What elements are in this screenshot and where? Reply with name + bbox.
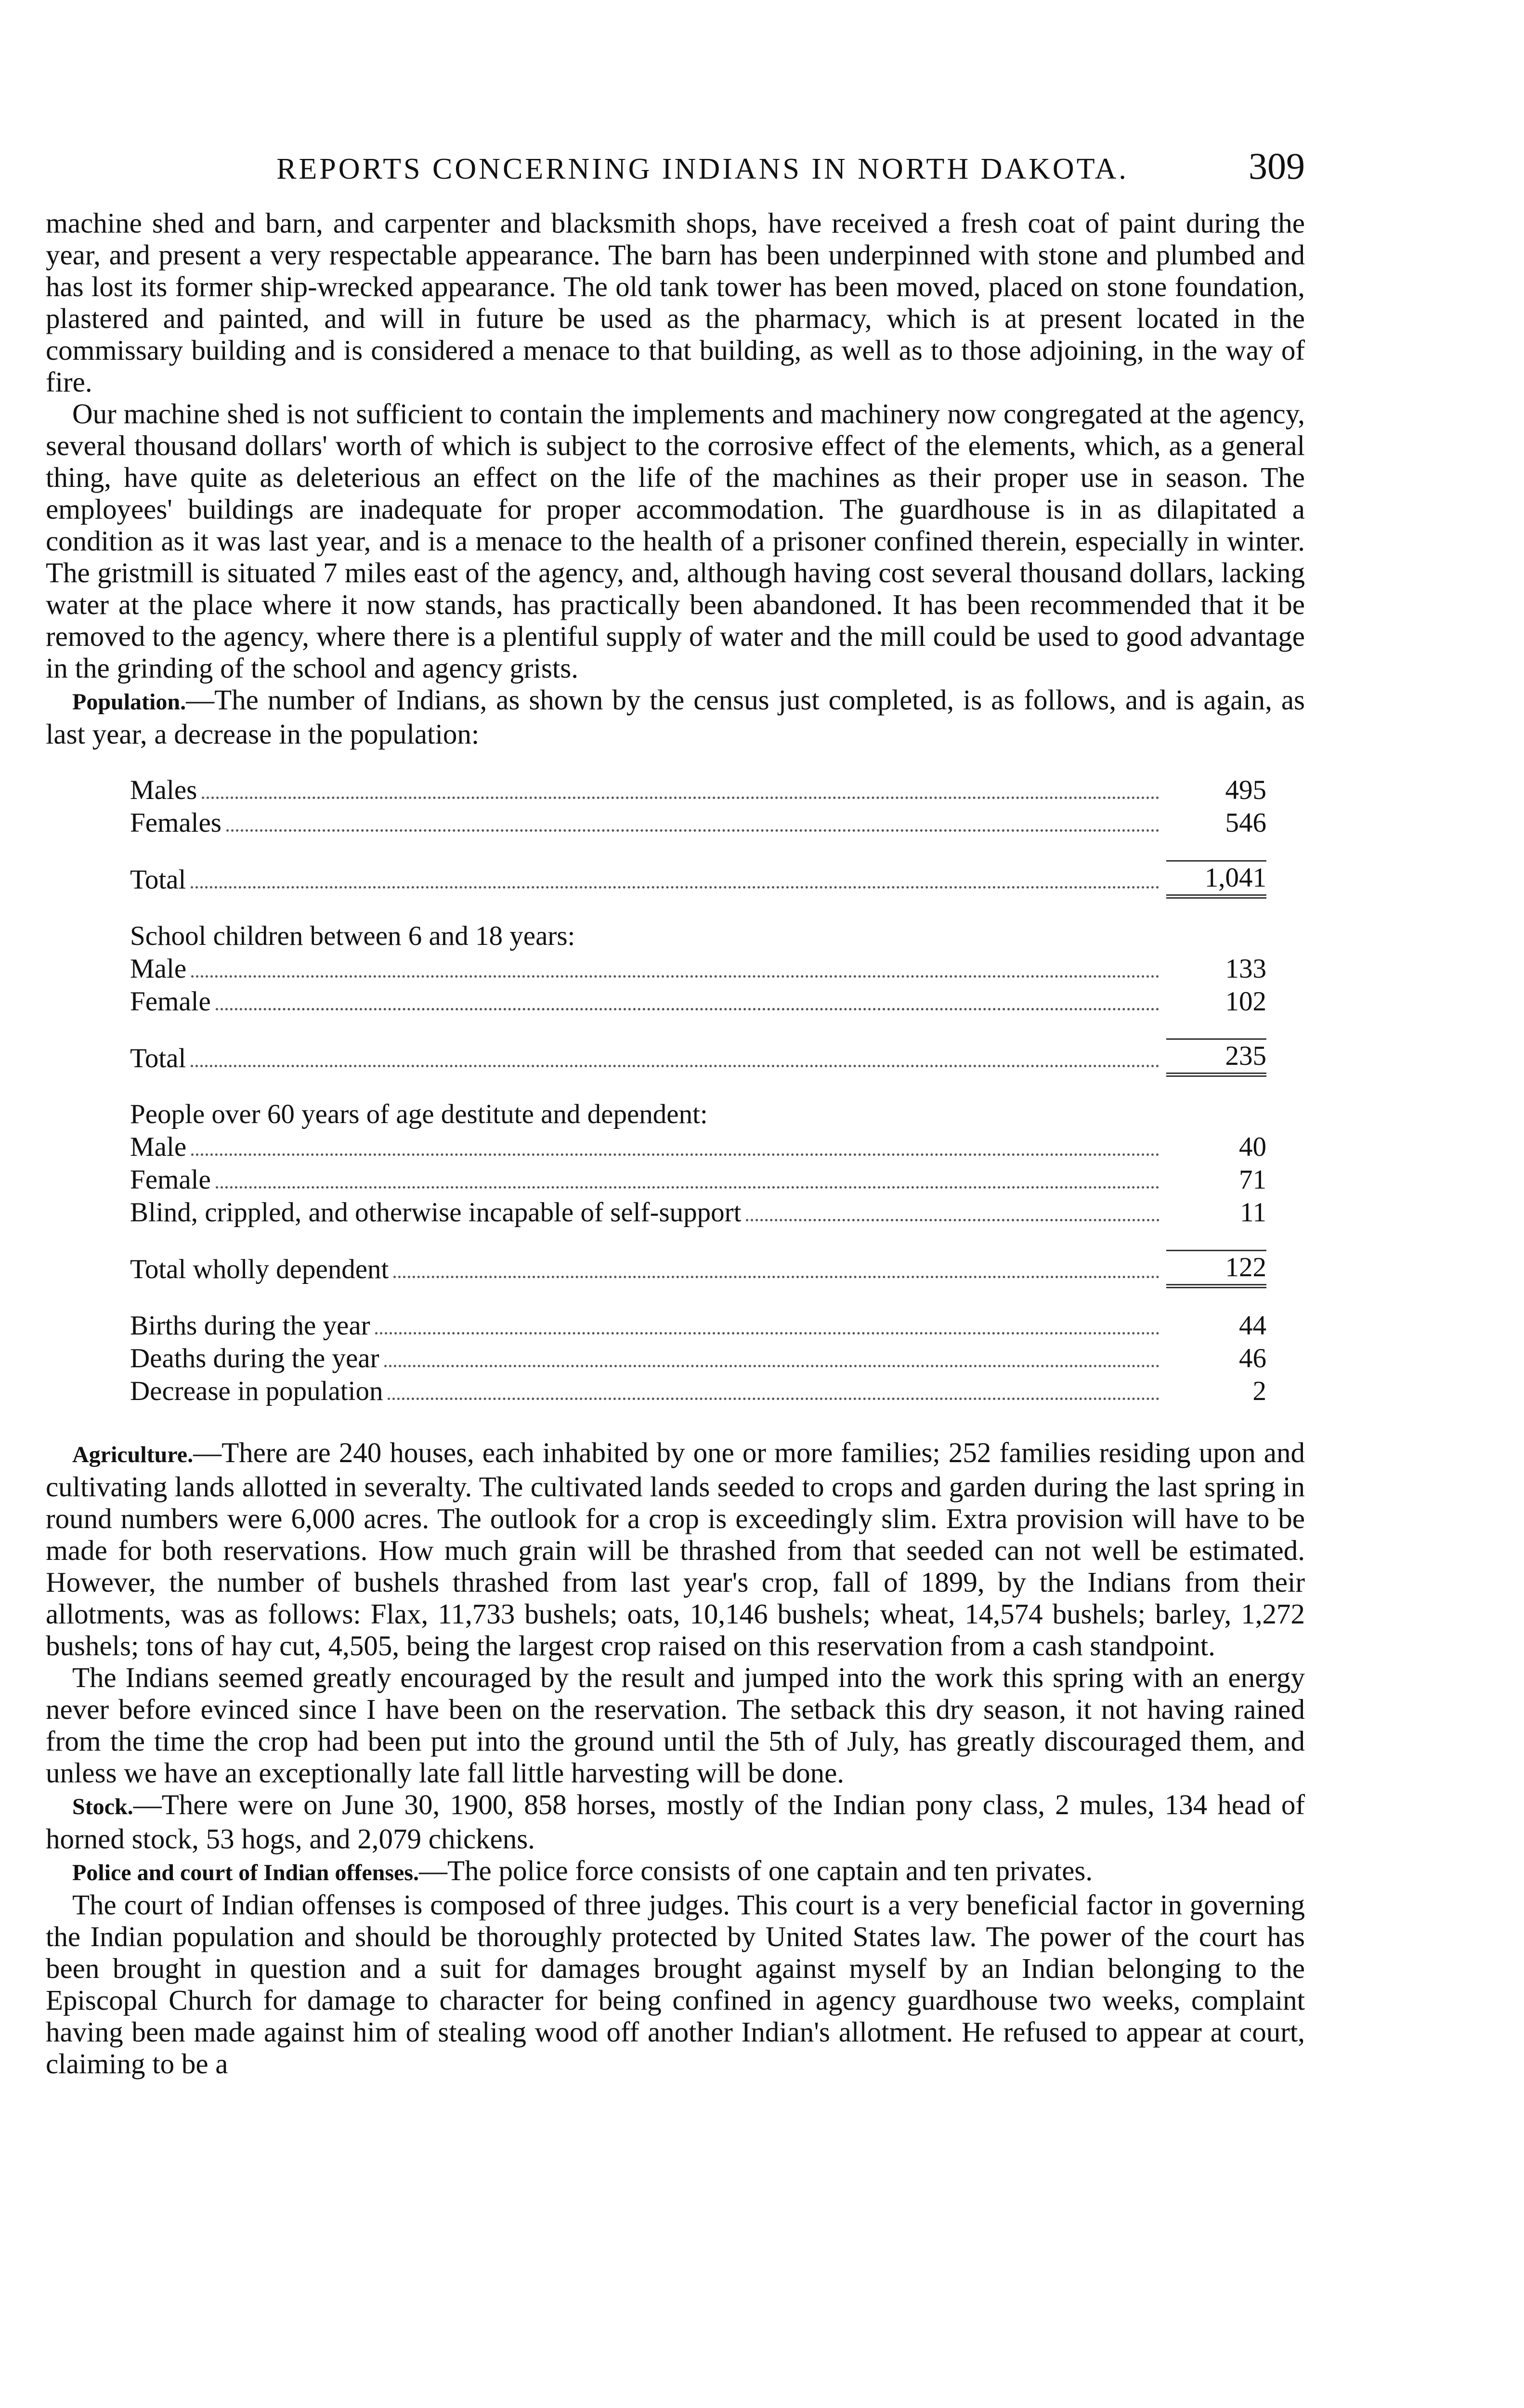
paragraph-court: The court of Indian offenses is composed of three judges. This court is a very beneficial factor in governing the Indian population and should be thoroughly protected by United States law. The power of the court has been brought in question and a suit for damages brought against myself by an Indian belonging to the Episcopal Church for damage to character for being confined in agency guardhouse two weeks, complaint having been made against him of stealing wood off another Indian's allotment. He refused to appear at court, claiming to be a	[46, 1888, 1305, 2080]
table-row	[130, 774, 1266, 807]
stock-text: —There were on June 30, 1900, 858 horses, mostly of the Indian pony class, 2 mules, 134 head of horned stock, 53 hogs, and 2,079 chickens.	[46, 1788, 1305, 1855]
blind-value: 11	[1240, 1197, 1266, 1228]
blind-label: Blind, crippled, and otherwise incapable of self-support	[130, 1197, 742, 1228]
births-label: Births during the year	[130, 1310, 370, 1341]
population-heading: Population.	[72, 689, 186, 715]
census-table	[130, 774, 1266, 1408]
aged-heading: People over 60 years of age destitute and dependent:	[130, 1099, 708, 1129]
table-row	[130, 1098, 1266, 1131]
agriculture-text: —There are 240 houses, each inhabited by one or more families; 252 families residing upon and cultivating lands allotted in severalty. The cultivated lands seeded to crops and garden during the last spring in round numbers were 6,000 acres. The outlook for a crop is exceedingly slim. Extra provision will have to be made for both reservations. How much grain will be thrashed from that seeded can not well be estimated. However, the number of bushels thrashed from last year's crop, fall of 1899, by the Indians from their allotments, was as follows: Flax, 11,733 bushels; oats, 10,146 bushels; wheat, 14,574 bushels; barley, 1,272 bushels; tons of hay cut, 4,505, being the largest crop raised on this reservation from a cash standpoint.	[46, 1436, 1305, 1662]
paragraph-police	[46, 1855, 1305, 1889]
paragraph-buildings: machine shed and barn, and carpenter and blacksmith shops, have received a fresh coat of paint during the year, and present a very respectable appearance. The barn has been underpinned with stone and plumbed and has lost its former ship-wrecked appearance. The old tank tower has been moved, placed on stone foundation, plastered and painted, and will in future be used as the pharmacy, which is at present located in the commissary building and is considered a menace to that building, as well as to those adjoining, in the way of fire.	[46, 207, 1305, 398]
deaths-value: 46	[1239, 1343, 1266, 1374]
police-heading: Police and court of Indian offenses.	[72, 1859, 419, 1885]
agriculture-heading: Agriculture.	[72, 1441, 194, 1467]
running-title: REPORTS CONCERNING INDIANS IN NORTH DAKOTA.	[276, 153, 1129, 185]
table-row	[130, 1342, 1266, 1375]
table-row	[130, 953, 1266, 985]
table-row	[130, 920, 1266, 953]
table-row	[130, 861, 1266, 896]
aged-male-value: 40	[1239, 1132, 1266, 1162]
police-text: —The police force consists of one captain and ten privates.	[419, 1854, 1093, 1886]
school-total-label: Total	[130, 1043, 186, 1073]
paragraph-population	[46, 684, 1305, 750]
table-row	[130, 1375, 1266, 1408]
school-female-value: 102	[1225, 986, 1266, 1017]
aged-female-label: Female	[130, 1165, 211, 1195]
table-row	[130, 1131, 1266, 1164]
page-number: 309	[1249, 145, 1305, 187]
paragraph-stock	[46, 1789, 1305, 1855]
females-value: 546	[1225, 808, 1266, 838]
table-row	[130, 1196, 1266, 1229]
population-text: —The number of Indians, as shown by the census just completed, is as follows, and is again, as last year, a decrease in the population:	[46, 684, 1305, 750]
table-row	[130, 807, 1266, 839]
dependent-label: Total wholly dependent	[130, 1254, 389, 1284]
table-row	[130, 1250, 1266, 1286]
table-row	[130, 1039, 1266, 1075]
table-row	[130, 1164, 1266, 1196]
total-value: 1,041	[1166, 861, 1266, 896]
total-label: Total	[130, 864, 186, 895]
school-male-label: Male	[130, 953, 187, 984]
aged-female-value: 71	[1239, 1165, 1266, 1195]
page-header	[46, 144, 1305, 188]
table-row	[130, 985, 1266, 1018]
school-heading: School children between 6 and 18 years:	[130, 920, 575, 951]
school-female-label: Female	[130, 986, 211, 1017]
decrease-value: 2	[1252, 1375, 1266, 1406]
aged-male-label: Male	[130, 1132, 187, 1162]
females-label: Females	[130, 808, 221, 838]
stock-heading: Stock.	[72, 1793, 133, 1819]
paragraph-machine-shed: Our machine shed is not sufficient to contain the implements and machinery now congregated at the agency, several thousand dollars' worth of which is subject to the corrosive effect of the elements, which, as a general thing, have quite as deleterious an effect on the life of the machines as their proper use in season. The employees' buildings are inadequate for proper accommodation. The guardhouse is in as dilapitated a condition as it was last year, and is a menace to the health of a prisoner confined therein, especially in winter. The gristmill is situated 7 miles east of the agency, and, although having cost several thousand dollars, lacking water at the place where it now stands, has practically been abandoned. It has been recommended that it be removed to the agency, where there is a plentiful supply of water and the mill could be used to good advantage in the grinding of the school and agency grists.	[46, 398, 1305, 684]
dependent-value: 122	[1166, 1250, 1266, 1286]
paragraph-indians-encouraged: The Indians seemed greatly encouraged by the result and jumped into the work this spring with an energy never before evinced since I have been on the reservation. The setback this dry season, it not having rained from the time the crop had been put into the ground until the 5th of July, has greatly discouraged them, and unless we have an exceptionally late fall little harvesting will be done.	[46, 1661, 1305, 1789]
school-male-value: 133	[1225, 953, 1266, 984]
document-page	[46, 144, 1305, 2080]
males-value: 495	[1225, 775, 1266, 805]
paragraph-agriculture	[46, 1437, 1305, 1662]
school-total-value: 235	[1166, 1039, 1266, 1075]
births-value: 44	[1239, 1310, 1266, 1341]
table-row	[130, 1309, 1266, 1342]
males-label: Males	[130, 775, 197, 805]
deaths-label: Deaths during the year	[130, 1343, 379, 1374]
decrease-label: Decrease in population	[130, 1375, 383, 1406]
